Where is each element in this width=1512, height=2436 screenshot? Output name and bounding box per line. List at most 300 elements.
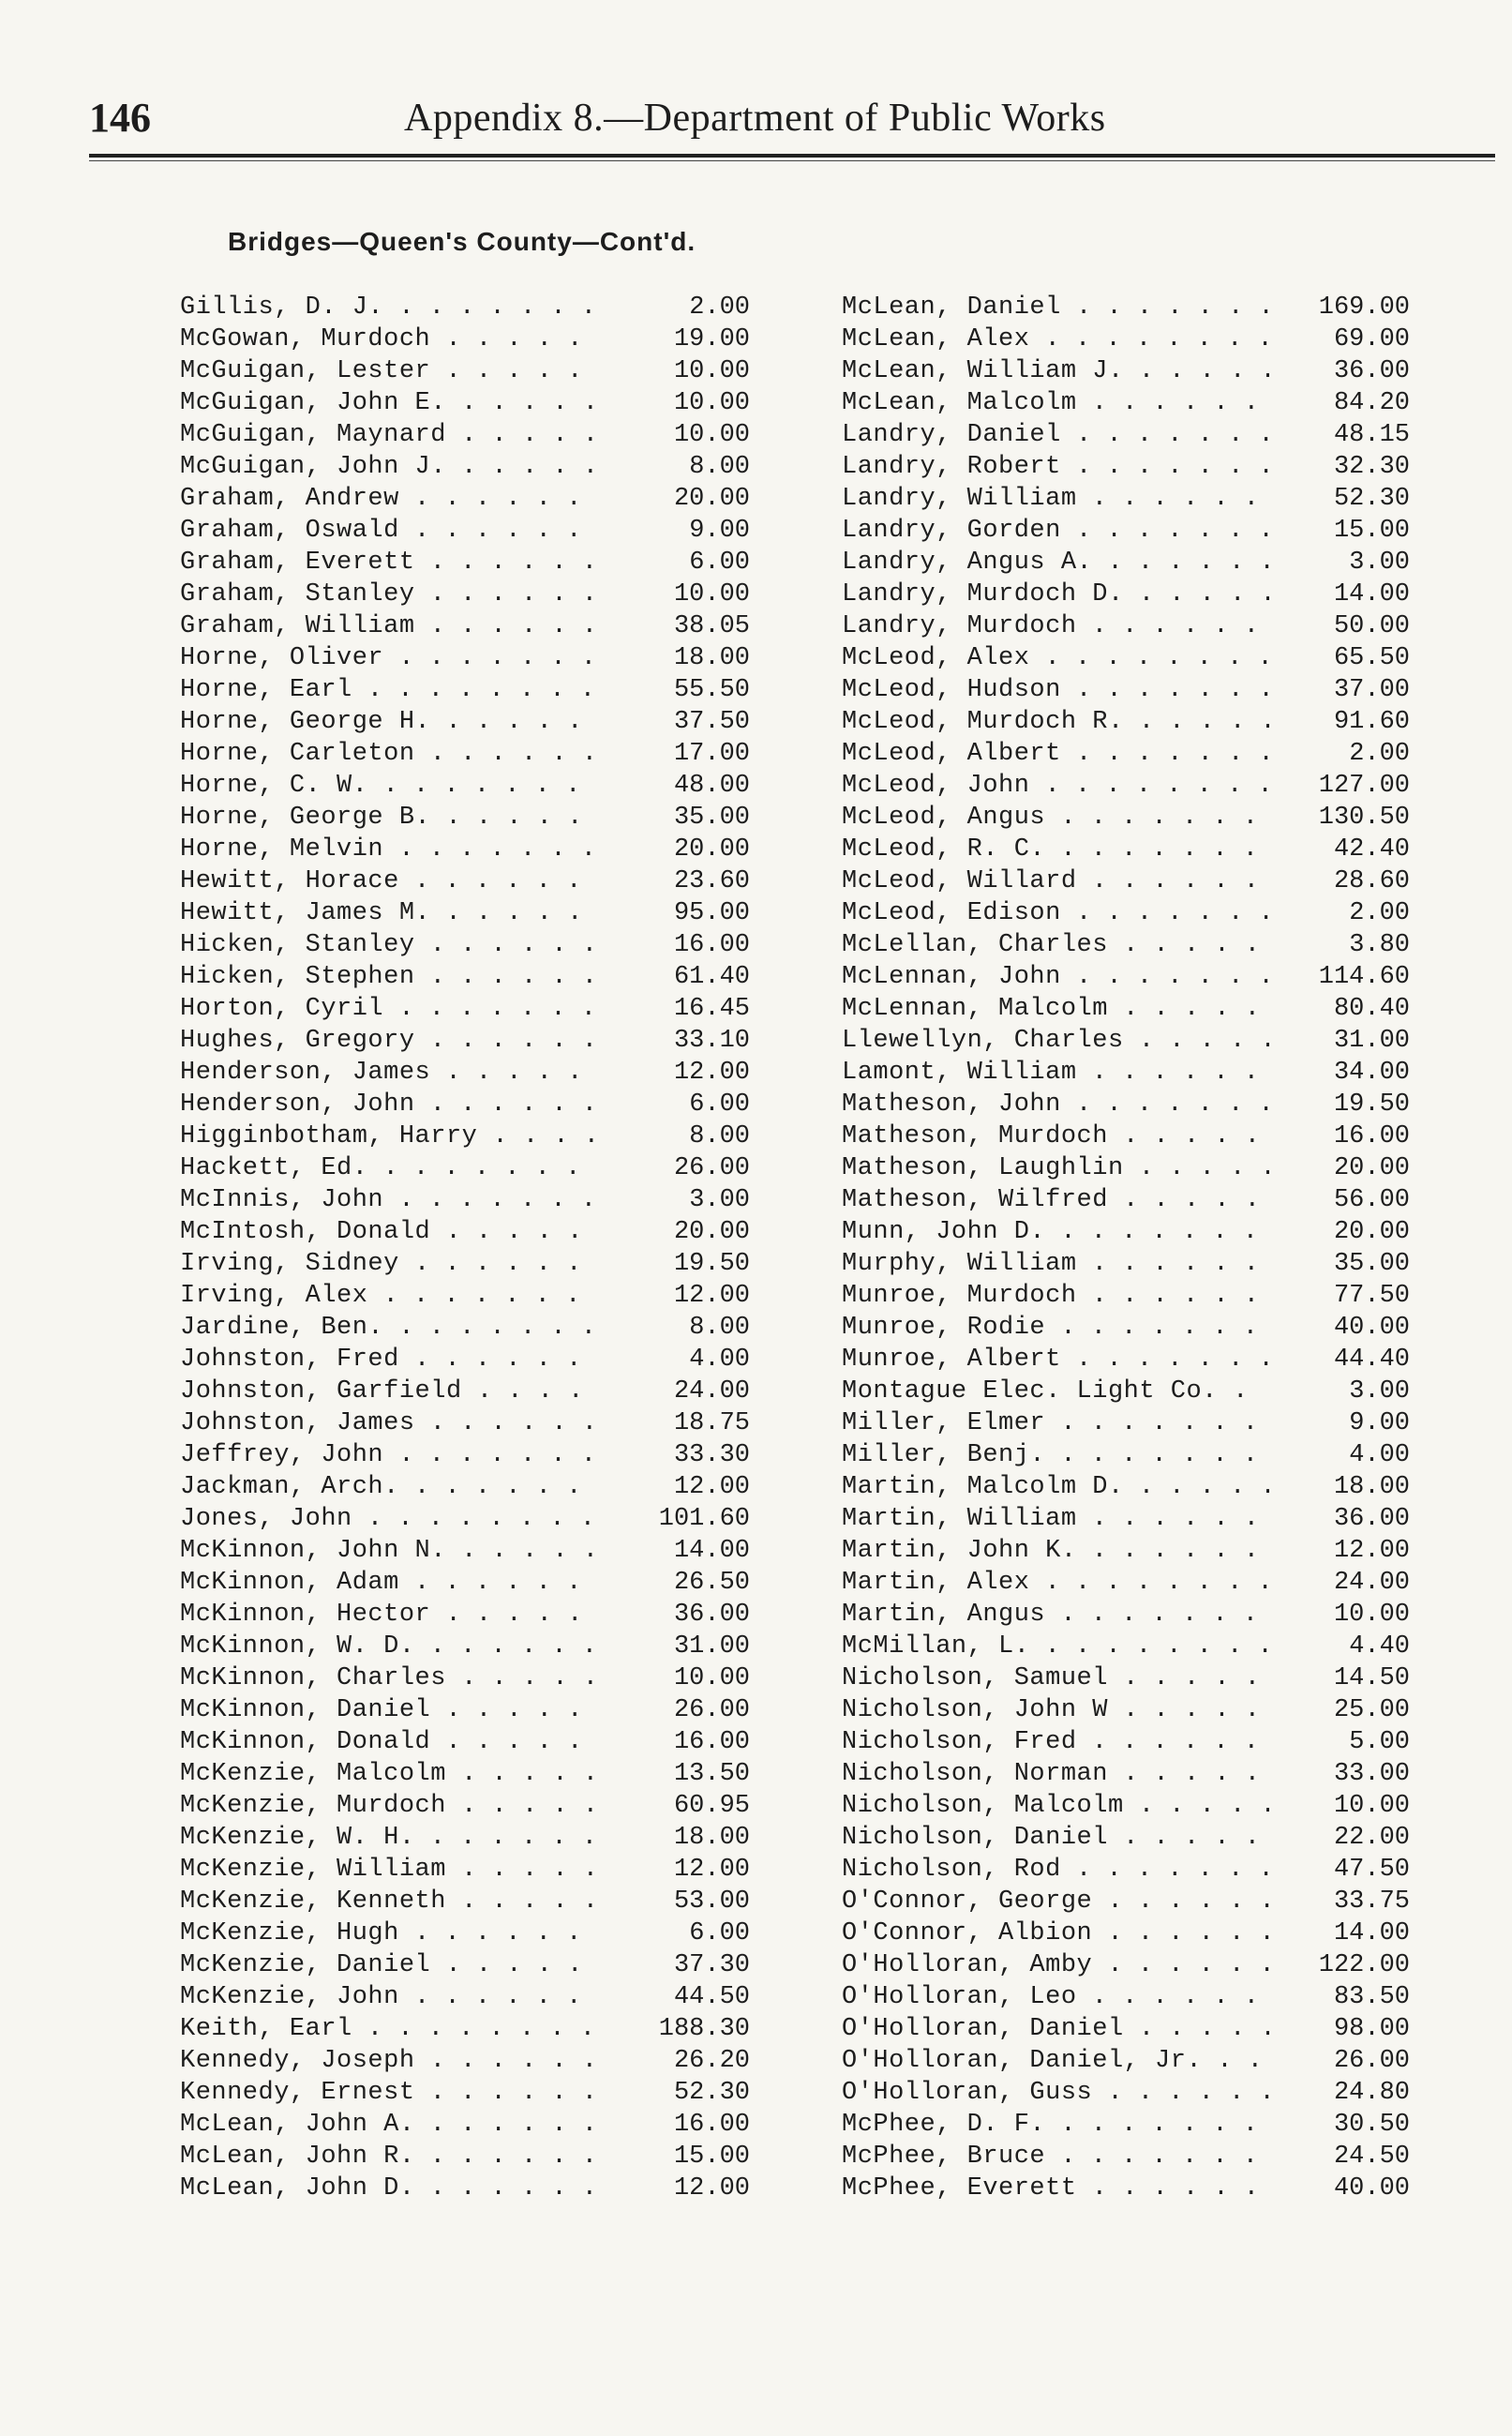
right-column — [842, 292, 1410, 2204]
payee-name: McPhee, D. F. . . . — [842, 2109, 1269, 2141]
payment-amount: 6.00 — [600, 547, 750, 579]
ledger-row — [180, 1312, 750, 1344]
ledger-row — [842, 1694, 1410, 1726]
payee-name: McLellan, Charles . . . — [842, 929, 1269, 961]
payment-amount: 14.00 — [1269, 579, 1410, 610]
payee-name: McKinnon, John N. . . . — [180, 1535, 600, 1567]
payment-amount: 48.15 — [1269, 419, 1410, 451]
payment-amount: 55.50 — [600, 674, 750, 706]
payee-name: McLean, Daniel . . . — [842, 292, 1269, 323]
payment-amount: 38.05 — [600, 610, 750, 642]
payee-name: Nicholson, Rod . . . — [842, 1854, 1269, 1886]
payee-name: McKinnon, Adam . . . — [180, 1567, 600, 1599]
payment-amount: 10.00 — [600, 355, 750, 387]
payment-amount: 169.00 — [1269, 292, 1410, 323]
payee-name: McGowan, Murdoch . . . — [180, 323, 600, 355]
ledger-row — [180, 292, 750, 323]
payee-name: Nicholson, Daniel . . . — [842, 1822, 1269, 1854]
ledger-row — [842, 1599, 1410, 1631]
ledger-row — [180, 1407, 750, 1439]
payee-name: McLeod, R. C. . . . — [842, 834, 1269, 865]
ledger-row — [180, 1917, 750, 1949]
ledger-row — [842, 1376, 1410, 1407]
payee-name: Horne, George B. . . . — [180, 802, 600, 834]
payment-amount: 31.00 — [1269, 1025, 1410, 1057]
payment-amount: 20.00 — [600, 483, 750, 515]
payee-name: Nicholson, Samuel . . . — [842, 1662, 1269, 1694]
payment-amount: 77.50 — [1269, 1280, 1410, 1312]
payment-amount: 6.00 — [600, 1089, 750, 1120]
payee-name: McLeod, Edison . . . — [842, 897, 1269, 929]
payment-amount: 33.30 — [600, 1439, 750, 1471]
ledger-row — [180, 2141, 750, 2173]
payee-name: McLean, John A. . . . — [180, 2109, 600, 2141]
payment-amount: 10.00 — [1269, 1599, 1410, 1631]
ledger-row — [180, 706, 750, 738]
payee-name: McKenzie, Kenneth . . . — [180, 1886, 600, 1917]
ledger-row — [180, 674, 750, 706]
payment-amount: 26.00 — [1269, 2045, 1410, 2077]
ledger-row — [842, 2141, 1410, 2173]
ledger-row — [180, 1503, 750, 1535]
ledger-row — [180, 547, 750, 579]
payment-amount: 9.00 — [1269, 1407, 1410, 1439]
payee-name: McGuigan, Maynard . . . — [180, 419, 600, 451]
ledger-row — [180, 1662, 750, 1694]
payee-name: Martin, Alex . . . — [842, 1567, 1269, 1599]
payment-amount: 60.95 — [600, 1790, 750, 1822]
payee-name: Nicholson, Norman . . . — [842, 1758, 1269, 1790]
ledger-row — [842, 1025, 1410, 1057]
payment-amount: 8.00 — [600, 1120, 750, 1152]
ledger-row — [180, 610, 750, 642]
payee-name: McPhee, Everett . . . — [842, 2173, 1269, 2204]
header-rule — [89, 154, 1495, 161]
ledger-row — [180, 2045, 750, 2077]
payment-amount: 13.50 — [600, 1758, 750, 1790]
payee-name: Matheson, Wilfred . . . — [842, 1184, 1269, 1216]
left-column — [180, 292, 750, 2204]
payment-amount: 4.40 — [1269, 1631, 1410, 1662]
ledger-row — [180, 770, 750, 802]
ledger-row — [842, 515, 1410, 547]
payee-name: Hicken, Stanley . . . — [180, 929, 600, 961]
payment-amount: 26.20 — [600, 2045, 750, 2077]
payment-amount: 114.60 — [1269, 961, 1410, 993]
ledger-row — [180, 738, 750, 770]
ledger-row — [180, 1758, 750, 1790]
ledger-row — [180, 355, 750, 387]
payee-name: McLennan, Malcolm . . . — [842, 993, 1269, 1025]
payee-name: Horne, Melvin . . . — [180, 834, 600, 865]
ledger-row — [180, 2173, 750, 2204]
payee-name: Irving, Sidney . . . — [180, 1248, 600, 1280]
payment-amount: 61.40 — [600, 961, 750, 993]
payee-name: Gillis, D. J. . . . — [180, 292, 600, 323]
ledger-row — [842, 834, 1410, 865]
payee-name: McIntosh, Donald . . . — [180, 1216, 600, 1248]
payee-name: O'Connor, George . . . — [842, 1886, 1269, 1917]
ledger-row — [842, 1089, 1410, 1120]
ledger-row — [180, 1726, 750, 1758]
payee-name: O'Connor, Albion . . . — [842, 1917, 1269, 1949]
ledger-row — [842, 1758, 1410, 1790]
ledger-row — [842, 547, 1410, 579]
payment-amount: 23.60 — [600, 865, 750, 897]
ledger-row — [842, 674, 1410, 706]
payment-amount: 188.30 — [600, 2013, 750, 2045]
ledger-row — [180, 1981, 750, 2013]
payment-amount: 52.30 — [600, 2077, 750, 2109]
ledger-row — [842, 1312, 1410, 1344]
ledger-row — [842, 483, 1410, 515]
ledger-row — [180, 1599, 750, 1631]
payee-name: McLeod, Angus . . . — [842, 802, 1269, 834]
payee-name: Matheson, John . . . — [842, 1089, 1269, 1120]
payee-name: McKinnon, Donald . . . — [180, 1726, 600, 1758]
ledger-row — [842, 1949, 1410, 1981]
payee-name: Munroe, Rodie . . . — [842, 1312, 1269, 1344]
payment-amount: 15.00 — [600, 2141, 750, 2173]
ledger-row — [842, 865, 1410, 897]
payee-name: Graham, Everett . . . — [180, 547, 600, 579]
payment-amount: 12.00 — [600, 1471, 750, 1503]
payee-name: Kennedy, Joseph . . . — [180, 2045, 600, 2077]
payment-amount: 34.00 — [1269, 1057, 1410, 1089]
ledger-row — [842, 387, 1410, 419]
payee-name: O'Holloran, Amby . . . — [842, 1949, 1269, 1981]
payee-name: McKenzie, Daniel . . . — [180, 1949, 600, 1981]
payee-name: Landry, Daniel . . . — [842, 419, 1269, 451]
payee-name: O'Holloran, Leo . . . — [842, 1981, 1269, 2013]
payment-amount: 130.50 — [1269, 802, 1410, 834]
ledger-row — [842, 2173, 1410, 2204]
payment-amount: 3.80 — [1269, 929, 1410, 961]
payee-name: Munroe, Albert . . . — [842, 1344, 1269, 1376]
payee-name: Jeffrey, John . . . — [180, 1439, 600, 1471]
payment-amount: 127.00 — [1269, 770, 1410, 802]
payee-name: McLeod, John . . . — [842, 770, 1269, 802]
payment-amount: 35.00 — [600, 802, 750, 834]
payee-name: McKinnon, Daniel . . . — [180, 1694, 600, 1726]
ledger-row — [180, 642, 750, 674]
payee-name: Horne, Earl . . . — [180, 674, 600, 706]
ledger-row — [842, 993, 1410, 1025]
payment-amount: 40.00 — [1269, 2173, 1410, 2204]
payee-name: Landry, Murdoch D. . . . — [842, 579, 1269, 610]
payment-amount: 42.40 — [1269, 834, 1410, 865]
ledger-row — [842, 929, 1410, 961]
payment-amount: 33.00 — [1269, 1758, 1410, 1790]
payee-name: Martin, John K. . . . — [842, 1535, 1269, 1567]
payment-amount: 6.00 — [600, 1917, 750, 1949]
payment-amount: 2.00 — [1269, 738, 1410, 770]
ledger-row — [180, 483, 750, 515]
ledger-row — [842, 2045, 1410, 2077]
payee-name: McMillan, L. . . . — [842, 1631, 1269, 1662]
payment-amount: 8.00 — [600, 1312, 750, 1344]
ledger-row — [842, 1248, 1410, 1280]
payment-amount: 16.00 — [600, 2109, 750, 2141]
payment-amount: 2.00 — [1269, 897, 1410, 929]
payee-name: Keith, Earl . . . — [180, 2013, 600, 2045]
payment-amount: 10.00 — [1269, 1790, 1410, 1822]
payment-amount: 36.00 — [1269, 355, 1410, 387]
payment-amount: 69.00 — [1269, 323, 1410, 355]
payment-amount: 52.30 — [1269, 483, 1410, 515]
payment-amount: 18.00 — [600, 642, 750, 674]
payment-amount: 44.50 — [600, 1981, 750, 2013]
payee-name: Graham, Stanley . . . — [180, 579, 600, 610]
ledger-row — [842, 1120, 1410, 1152]
section-heading: Bridges—Queen's County—Cont'd. — [228, 227, 696, 256]
ledger-row — [842, 1184, 1410, 1216]
payment-amount: 16.00 — [600, 929, 750, 961]
ledger-row — [842, 1726, 1410, 1758]
ledger-row — [180, 1439, 750, 1471]
payment-amount: 3.00 — [1269, 547, 1410, 579]
ledger-row — [842, 897, 1410, 929]
payment-amount: 24.80 — [1269, 2077, 1410, 2109]
payee-name: Jones, John . . . — [180, 1503, 600, 1535]
payee-name: Johnston, James . . . — [180, 1407, 600, 1439]
payment-amount: 3.00 — [1269, 1376, 1410, 1407]
ledger-row — [842, 1790, 1410, 1822]
payee-name: Miller, Benj. . . . — [842, 1439, 1269, 1471]
ledger-row — [842, 770, 1410, 802]
payee-name: Irving, Alex . . . — [180, 1280, 600, 1312]
ledger-row — [842, 1662, 1410, 1694]
payment-amount: 14.00 — [1269, 1917, 1410, 1949]
ledger-row — [180, 1567, 750, 1599]
payment-amount: 98.00 — [1269, 2013, 1410, 2045]
payment-amount: 20.00 — [600, 1216, 750, 1248]
payee-name: McInnis, John . . . — [180, 1184, 600, 1216]
payment-amount: 19.00 — [600, 323, 750, 355]
ledger-row — [180, 1216, 750, 1248]
page-number: 146 — [89, 95, 151, 141]
payee-name: Nicholson, Fred . . . — [842, 1726, 1269, 1758]
ledger-row — [180, 1854, 750, 1886]
payee-name: Jackman, Arch. . . . — [180, 1471, 600, 1503]
ledger-row — [842, 1057, 1410, 1089]
ledger-row — [842, 1917, 1410, 1949]
ledger-row — [842, 738, 1410, 770]
payee-name: Hewitt, Horace . . . — [180, 865, 600, 897]
ledger-row — [180, 2109, 750, 2141]
payee-name: Landry, Murdoch . . . — [842, 610, 1269, 642]
ledger-row — [842, 802, 1410, 834]
payment-amount: 4.00 — [1269, 1439, 1410, 1471]
ledger-row — [842, 1631, 1410, 1662]
payee-name: McLeod, Hudson . . . — [842, 674, 1269, 706]
payment-amount: 28.60 — [1269, 865, 1410, 897]
payee-name: McLean, Malcolm . . . — [842, 387, 1269, 419]
payee-name: McLeod, Murdoch R. . . . — [842, 706, 1269, 738]
payee-name: O'Holloran, Daniel, Jr. . . . — [842, 2045, 1269, 2077]
payee-name: McKenzie, Hugh . . . — [180, 1917, 600, 1949]
payee-name: Hewitt, James M. . . . — [180, 897, 600, 929]
payment-amount: 15.00 — [1269, 515, 1410, 547]
payee-name: Nicholson, Malcolm . . . — [842, 1790, 1269, 1822]
payment-amount: 20.00 — [1269, 1152, 1410, 1184]
payee-name: Munn, John D. . . . — [842, 1216, 1269, 1248]
payment-amount: 14.50 — [1269, 1662, 1410, 1694]
ledger-row — [180, 451, 750, 483]
ledger-row — [180, 1535, 750, 1567]
payee-name: Matheson, Laughlin . . . — [842, 1152, 1269, 1184]
ledger-row — [842, 1344, 1410, 1376]
ledger-row — [842, 1503, 1410, 1535]
ledger-row — [842, 642, 1410, 674]
payment-amount: 30.50 — [1269, 2109, 1410, 2141]
payee-name: McGuigan, Lester . . . — [180, 355, 600, 387]
payment-amount: 10.00 — [600, 387, 750, 419]
payee-name: McLean, John R. . . . — [180, 2141, 600, 2173]
ledger-row — [842, 2077, 1410, 2109]
payee-name: Kennedy, Ernest . . . — [180, 2077, 600, 2109]
payment-amount: 14.00 — [600, 1535, 750, 1567]
ledger-row — [842, 1152, 1410, 1184]
payment-amount: 16.00 — [1269, 1120, 1410, 1152]
payment-amount: 35.00 — [1269, 1248, 1410, 1280]
ledger-row — [180, 961, 750, 993]
payment-amount: 50.00 — [1269, 610, 1410, 642]
payment-amount: 12.00 — [600, 2173, 750, 2204]
payment-amount: 33.75 — [1269, 1886, 1410, 1917]
payee-name: Hicken, Stephen . . . — [180, 961, 600, 993]
ledger-row — [180, 1120, 750, 1152]
payment-amount: 84.20 — [1269, 387, 1410, 419]
ledger-row — [180, 387, 750, 419]
payee-name: McKinnon, W. D. . . . — [180, 1631, 600, 1662]
payee-name: McKinnon, Charles . . . — [180, 1662, 600, 1694]
payee-name: McGuigan, John E. . . . — [180, 387, 600, 419]
payment-amount: 18.00 — [1269, 1471, 1410, 1503]
ledger-row — [842, 1886, 1410, 1917]
payment-amount: 36.00 — [600, 1599, 750, 1631]
payment-amount: 40.00 — [1269, 1312, 1410, 1344]
payment-amount: 5.00 — [1269, 1726, 1410, 1758]
payee-name: McKenzie, John . . . — [180, 1981, 600, 2013]
payee-name: Nicholson, John W . . . — [842, 1694, 1269, 1726]
ledger-row — [842, 323, 1410, 355]
ledger-row — [180, 1631, 750, 1662]
ledger-row — [180, 419, 750, 451]
ledger-row — [180, 323, 750, 355]
ledger-row — [842, 1439, 1410, 1471]
payee-name: Johnston, Garfield . . . — [180, 1376, 600, 1407]
payment-amount: 18.75 — [600, 1407, 750, 1439]
payment-amount: 25.00 — [1269, 1694, 1410, 1726]
ledger-row — [180, 1822, 750, 1854]
payment-amount: 4.00 — [600, 1344, 750, 1376]
payee-name: Miller, Elmer . . . — [842, 1407, 1269, 1439]
payee-name: Horne, Carleton . . . — [180, 738, 600, 770]
payment-amount: 47.50 — [1269, 1854, 1410, 1886]
payee-name: McGuigan, John J. . . . — [180, 451, 600, 483]
payment-amount: 32.30 — [1269, 451, 1410, 483]
payment-amount: 33.10 — [600, 1025, 750, 1057]
ledger-row — [842, 1854, 1410, 1886]
payment-amount: 17.00 — [600, 738, 750, 770]
payee-name: Landry, William . . . — [842, 483, 1269, 515]
payee-name: McKenzie, William . . . — [180, 1854, 600, 1886]
payment-amount: 16.45 — [600, 993, 750, 1025]
payment-amount: 9.00 — [600, 515, 750, 547]
payment-amount: 12.00 — [600, 1854, 750, 1886]
ledger-row — [842, 1407, 1410, 1439]
ledger-row — [842, 1216, 1410, 1248]
payee-name: Horne, C. W. . . . — [180, 770, 600, 802]
payee-name: Hackett, Ed. . . . — [180, 1152, 600, 1184]
ledger-row — [842, 1280, 1410, 1312]
ledger-row — [842, 451, 1410, 483]
ledger-row — [842, 1822, 1410, 1854]
payee-name: Llewellyn, Charles . . . — [842, 1025, 1269, 1057]
payment-amount: 12.00 — [600, 1057, 750, 1089]
ledger-row — [842, 706, 1410, 738]
ledger-row — [180, 993, 750, 1025]
ledger-row — [842, 1981, 1410, 2013]
payment-amount: 26.50 — [600, 1567, 750, 1599]
payee-name: Johnston, Fred . . . — [180, 1344, 600, 1376]
payment-amount: 18.00 — [600, 1822, 750, 1854]
payment-amount: 20.00 — [600, 834, 750, 865]
payee-name: McPhee, Bruce . . . — [842, 2141, 1269, 2173]
ledger-row — [180, 1886, 750, 1917]
payment-amount: 95.00 — [600, 897, 750, 929]
ledger-row — [180, 1152, 750, 1184]
payee-name: McLean, William J. . . . — [842, 355, 1269, 387]
ledger-row — [180, 1184, 750, 1216]
payee-name: McKenzie, Malcolm . . . — [180, 1758, 600, 1790]
ledger-row — [180, 2077, 750, 2109]
payment-amount: 8.00 — [600, 451, 750, 483]
ledger-row — [180, 1280, 750, 1312]
payment-amount: 24.00 — [600, 1376, 750, 1407]
ledger-row — [180, 1025, 750, 1057]
ledger-row — [842, 579, 1410, 610]
payee-name: Martin, Malcolm D. . . . — [842, 1471, 1269, 1503]
payee-name: O'Holloran, Daniel . . . — [842, 2013, 1269, 2045]
payee-name: Martin, Angus . . . — [842, 1599, 1269, 1631]
payee-name: McLean, John D. . . . — [180, 2173, 600, 2204]
ledger-row — [180, 802, 750, 834]
payee-name: Henderson, James . . . — [180, 1057, 600, 1089]
payment-amount: 37.00 — [1269, 674, 1410, 706]
payment-amount: 24.00 — [1269, 1567, 1410, 1599]
ledger-row — [180, 1376, 750, 1407]
payee-name: Graham, William . . . — [180, 610, 600, 642]
running-title: Appendix 8.—Department of Public Works — [404, 97, 1106, 140]
ledger-row — [842, 355, 1410, 387]
payee-name: Hughes, Gregory . . . — [180, 1025, 600, 1057]
ledger-row — [180, 865, 750, 897]
payee-name: Higginbotham, Harry . . . — [180, 1120, 600, 1152]
ledger-row — [180, 1694, 750, 1726]
ledger-row — [180, 929, 750, 961]
ledger-row — [180, 2013, 750, 2045]
payment-amount: 48.00 — [600, 770, 750, 802]
payee-name: Henderson, John . . . — [180, 1089, 600, 1120]
ledger-row — [842, 419, 1410, 451]
payment-amount: 16.00 — [600, 1726, 750, 1758]
payee-name: Matheson, Murdoch . . . — [842, 1120, 1269, 1152]
payee-name: Graham, Andrew . . . — [180, 483, 600, 515]
payee-name: Jardine, Ben. . . . — [180, 1312, 600, 1344]
payment-amount: 26.00 — [600, 1694, 750, 1726]
